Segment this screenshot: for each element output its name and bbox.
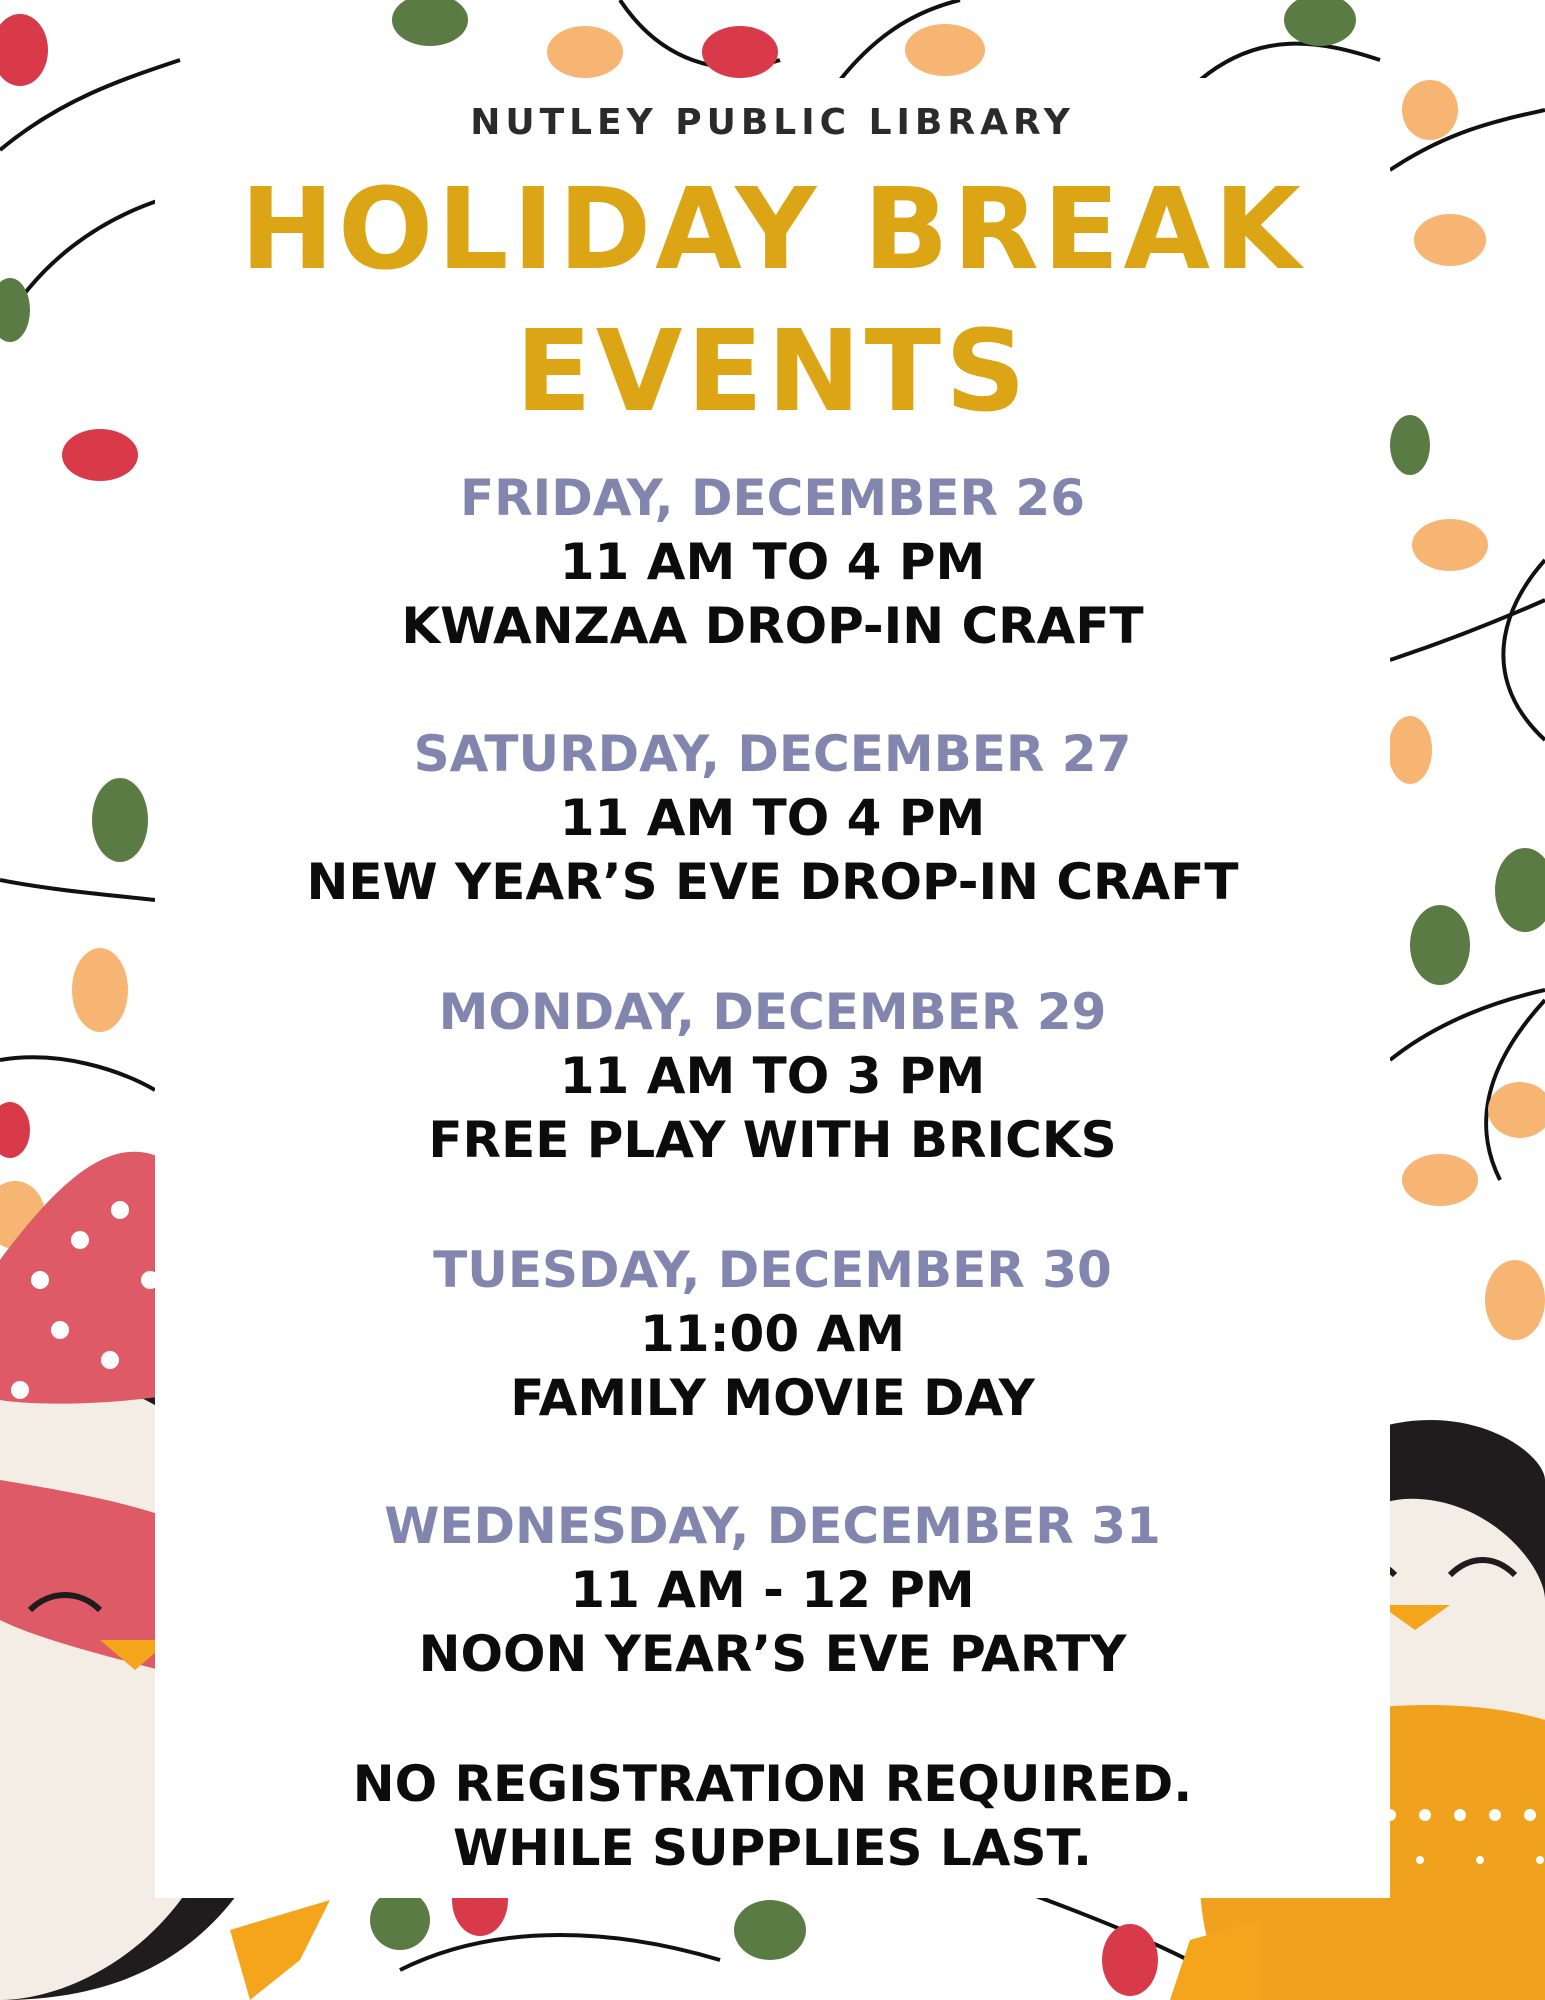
title-line-2: EVENTS xyxy=(515,307,1030,437)
event-time: 11:00 AM xyxy=(639,1305,905,1363)
event-time: 11 AM TO 4 PM xyxy=(559,789,986,847)
event-item xyxy=(0,1494,1545,1686)
registration-note: NO REGISTRATION REQUIRED. xyxy=(352,1755,1193,1813)
event-name: KWANZAA DROP-IN CRAFT xyxy=(401,597,1144,655)
event-day: SATURDAY, DECEMBER 27 xyxy=(413,725,1132,783)
library-name: NUTLEY PUBLIC LIBRARY xyxy=(470,102,1075,143)
event-name: FAMILY MOVIE DAY xyxy=(510,1369,1035,1427)
event-item xyxy=(0,722,1545,914)
event-item xyxy=(0,1238,1545,1430)
event-day: TUESDAY, DECEMBER 30 xyxy=(433,1241,1112,1299)
title-line-1: HOLIDAY BREAK xyxy=(240,165,1305,295)
event-item xyxy=(0,466,1545,658)
event-time: 11 AM - 12 PM xyxy=(570,1561,975,1619)
event-name: FREE PLAY WITH BRICKS xyxy=(428,1111,1117,1169)
event-time: 11 AM TO 3 PM xyxy=(559,1047,986,1105)
event-item xyxy=(0,980,1545,1172)
supplies-note: WHILE SUPPLIES LAST. xyxy=(452,1819,1093,1877)
event-name: NEW YEAR’S EVE DROP-IN CRAFT xyxy=(306,853,1239,911)
event-day: MONDAY, DECEMBER 29 xyxy=(438,983,1107,1041)
event-name: NOON YEAR’S EVE PARTY xyxy=(418,1625,1127,1683)
event-day: FRIDAY, DECEMBER 26 xyxy=(459,469,1086,527)
event-time: 11 AM TO 4 PM xyxy=(559,533,986,591)
event-day: WEDNESDAY, DECEMBER 31 xyxy=(384,1497,1161,1555)
footer-note xyxy=(0,1752,1545,1880)
